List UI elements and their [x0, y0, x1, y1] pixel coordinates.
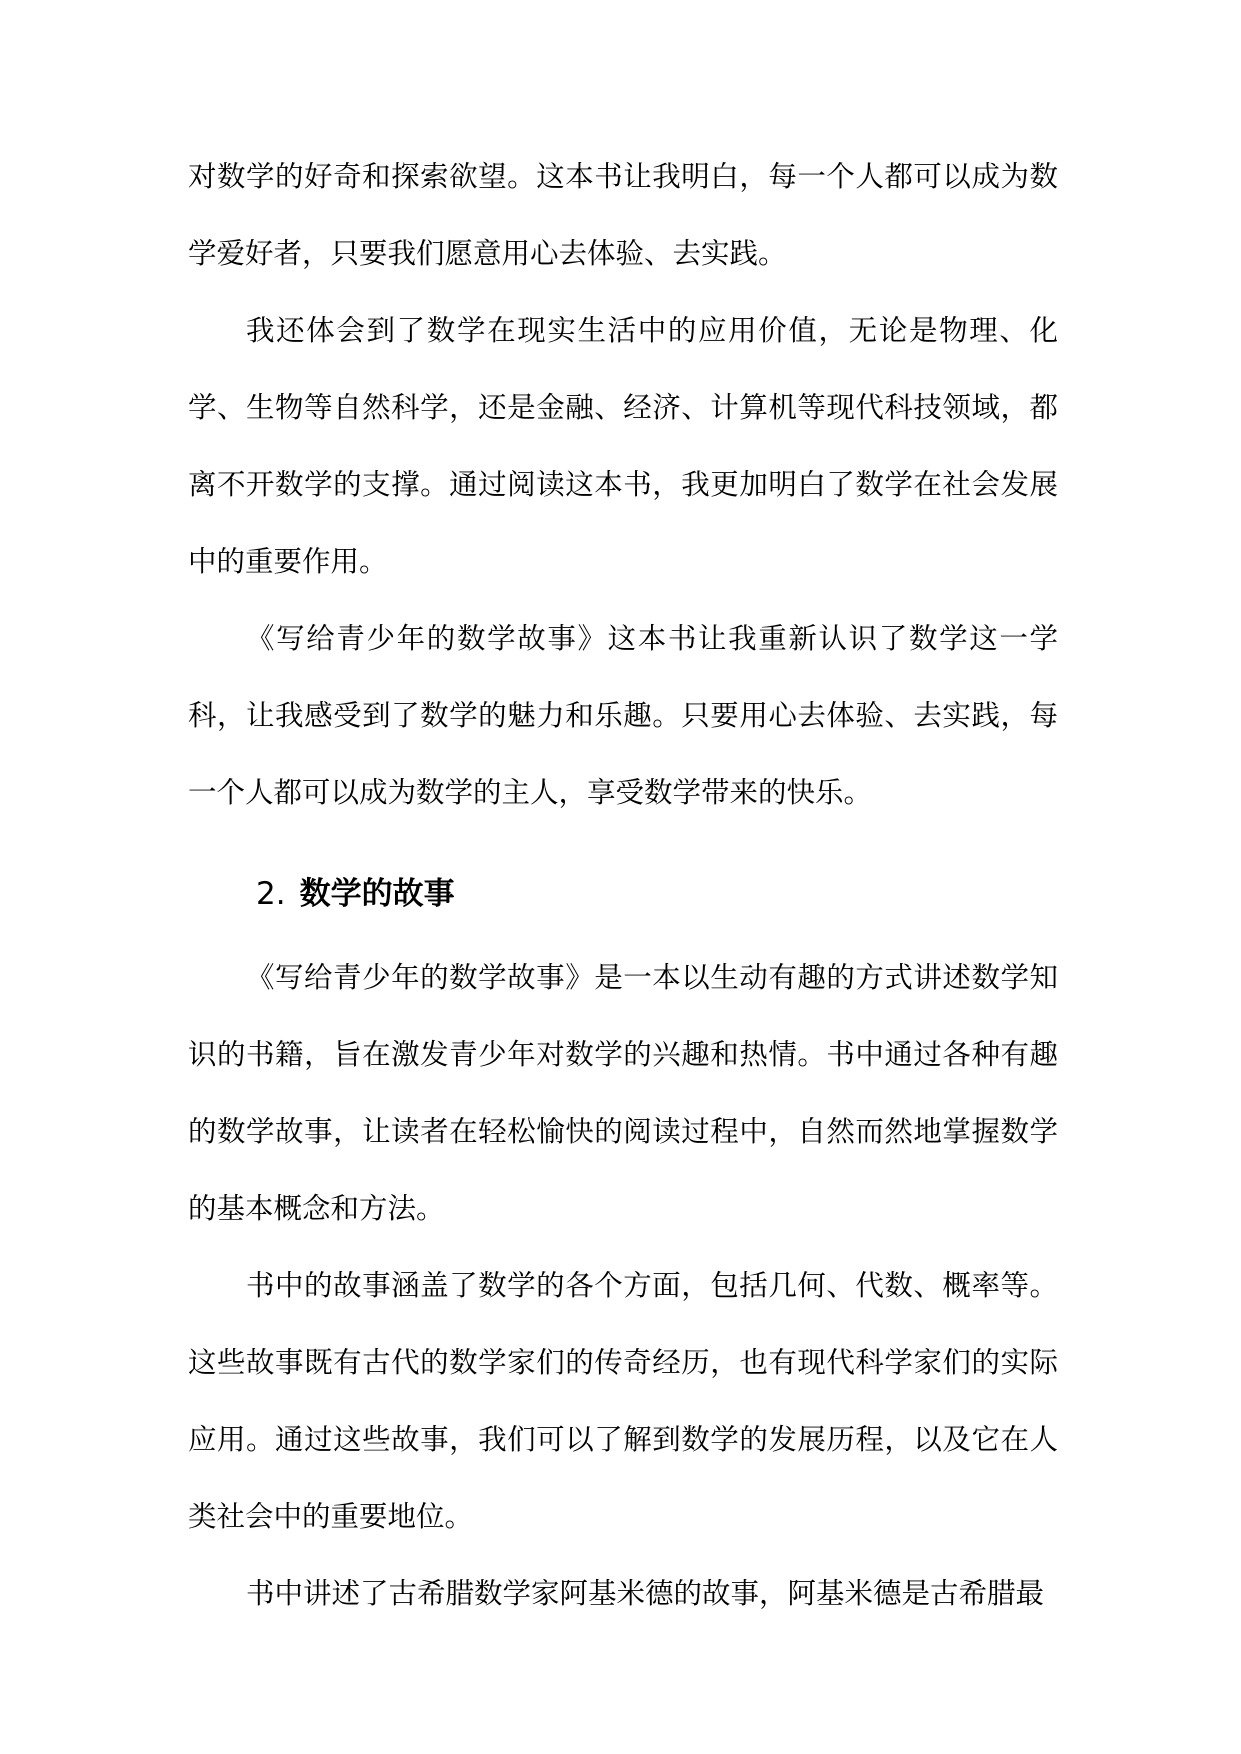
- paragraph-conclusion: 《写给青少年的数学故事》这本书让我重新认识了数学这一学科，让我感受到了数学的魅力和乐趣。只要用心去体验、去实践，每一个人都可以成为数学的主人，享受数学带来的快乐。: [188, 622, 1058, 809]
- section-number: 2.: [256, 876, 286, 912]
- section-heading: [188, 869, 1058, 919]
- paragraph-applications: 我还体会到了数学在现实生活中的应用价值，无论是物理、化学、生物等自然科学，还是金融、经济、计算机等现代科技领域，都离不开数学的支撑。通过阅读这本书，我更加明白了数学在社会发展中的重要作用。: [188, 314, 1058, 578]
- paragraph-archimedes: 书中讲述了古希腊数学家阿基米德的故事，阿基米德是古希腊最: [246, 1577, 1045, 1610]
- document-body: [188, 138, 1058, 1632]
- section-title: 数学的故事: [299, 876, 455, 912]
- paragraph-book-intro: 《写给青少年的数学故事》是一本以生动有趣的方式讲述数学知识的书籍，旨在激发青少年对数学的兴趣和热情。书中通过各种有趣的数学故事，让读者在轻松愉快的阅读过程中，自然而然地掌握数学的基本概念和方法。: [188, 961, 1058, 1225]
- paragraph-story-coverage: 书中的故事涵盖了数学的各个方面，包括几何、代数、概率等。这些故事既有古代的数学家们的传奇经历，也有现代科学家们的实际应用。通过这些故事，我们可以了解到数学的发展历程，以及它在人类社会中的重要地位。: [188, 1269, 1058, 1533]
- paragraph-continuation: 对数学的好奇和探索欲望。这本书让我明白，每一个人都可以成为数学爱好者，只要我们愿意用心去体验、去实践。: [188, 160, 1058, 270]
